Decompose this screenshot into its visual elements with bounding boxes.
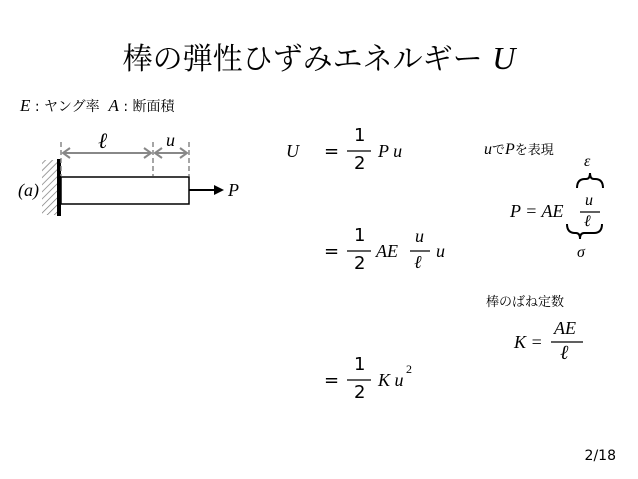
bar [61,177,189,204]
eq1-lhs: U [286,141,299,161]
eq3-exponent: 2 [406,362,412,376]
express-tail: を表現 [514,143,554,158]
eq1-den: 2 [354,153,366,174]
eq2-rest: u [436,241,445,261]
eq2-mid: AE [376,241,398,261]
eq2-num: 1 [354,225,366,246]
title-symbol: U [492,40,516,76]
eq2-den: 2 [354,253,366,274]
p-frac-den: ℓ [584,213,591,230]
sigma-label: σ [577,244,585,261]
spring-label: 棒のばね定数 [486,295,565,310]
diagram-label: (a) [18,180,39,200]
epsilon-brace [577,173,603,188]
express-p: P [505,141,515,158]
epsilon-label: ε [584,153,591,170]
eq3-rest: K u [378,370,404,390]
legend-a-desc: 断面積 [132,99,175,115]
eq2-equals: = [324,241,340,262]
disp-symbol: u [166,130,175,150]
eq3-num: 1 [354,354,366,375]
legend-e-symbol: E [20,96,31,115]
p-frac-num: u [585,192,593,209]
k-frac-num: AE [554,318,576,338]
p-equation: P = AE [510,201,564,221]
k-equation: K = [514,332,543,352]
length-symbol: ℓ [98,128,108,153]
force-symbol: P [228,180,239,200]
express-mid: で [492,143,506,158]
eq2-fnum: u [415,226,424,246]
legend-e-desc: ヤング率 [44,99,100,115]
title-text: 棒の弾性ひずみエネルギー [122,42,483,77]
eq1-rest: P u [378,141,403,161]
express-note [484,139,554,159]
page-number: 2/18 [584,448,616,464]
wall-hatch [42,160,57,215]
legend-colon-2: : [123,99,129,115]
eq2-fden: ℓ [414,252,422,272]
force-arrow-head [214,185,224,195]
eq1-equals: = [324,141,340,162]
k-frac-den: ℓ [560,342,569,364]
legend-a-symbol: A [108,96,119,115]
legend-colon-1: : [34,99,40,115]
express-u: u [484,141,492,158]
eq3-den: 2 [354,382,366,403]
eq3-equals: = [324,370,340,391]
eq1-num: 1 [354,125,366,146]
